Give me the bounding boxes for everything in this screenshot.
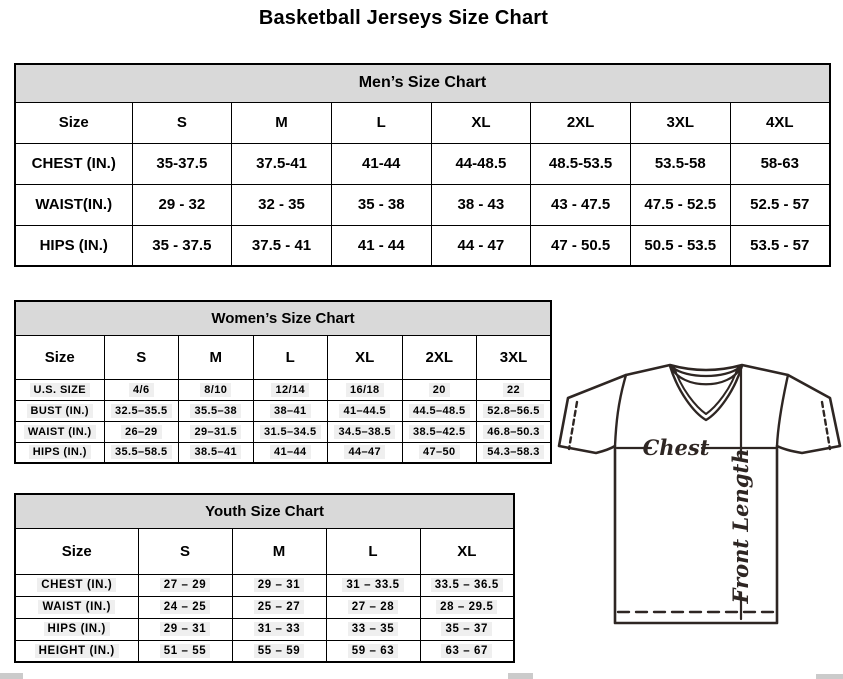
page-title: Basketball Jerseys Size Chart bbox=[258, 7, 549, 29]
women-value-cell-wrap bbox=[253, 379, 328, 400]
men-value-cell-wrap: 48.5-53.5 bbox=[531, 143, 631, 184]
women-value-cell: 31.5–34.5 bbox=[260, 425, 321, 439]
youth-value-cell: 59 – 63 bbox=[348, 644, 399, 658]
youth-size-table bbox=[14, 493, 515, 663]
youth-value-cell-wrap bbox=[420, 574, 514, 596]
women-value-cell-wrap bbox=[402, 400, 477, 421]
women-value-cell: 16/18 bbox=[346, 383, 384, 397]
women-value-cell: 41–44.5 bbox=[339, 404, 390, 418]
youth-row-label: HEIGHT (IN.) bbox=[35, 644, 119, 658]
front-length-measure-label: Front Length bbox=[728, 448, 753, 604]
women-value-cell: 35.5–58.5 bbox=[111, 445, 172, 459]
women-value-cell: 12/14 bbox=[271, 383, 309, 397]
women-value-cell-wrap bbox=[179, 442, 254, 463]
women-value-cell-wrap bbox=[328, 400, 403, 421]
women-value-cell: 52.8–56.5 bbox=[483, 404, 544, 418]
women-value-cell-wrap bbox=[402, 421, 477, 442]
scrollbar-fragment-right bbox=[816, 674, 843, 679]
women-table-row bbox=[15, 421, 551, 442]
mens-size-table bbox=[14, 63, 831, 267]
chest-measure-label: Chest bbox=[642, 435, 710, 460]
women-value-cell: 54.3–58.3 bbox=[483, 445, 544, 459]
women-value-cell: 32.5–35.5 bbox=[111, 404, 172, 418]
youth-value-cell-wrap bbox=[326, 618, 420, 640]
youth-value-cell-wrap bbox=[232, 596, 326, 618]
women-value-cell-wrap bbox=[477, 421, 552, 442]
youth-value-cell-wrap bbox=[232, 574, 326, 596]
youth-value-cell: 24 – 25 bbox=[160, 600, 211, 614]
women-value-cell-wrap bbox=[179, 379, 254, 400]
women-value-cell: 4/6 bbox=[129, 383, 154, 397]
men-row-label-cell: HIPS (IN.) bbox=[15, 225, 132, 266]
men-value-cell-wrap: 50.5 - 53.5 bbox=[630, 225, 730, 266]
youth-table-row bbox=[15, 640, 514, 662]
women-value-cell-wrap bbox=[402, 442, 477, 463]
women-value-cell: 29–31.5 bbox=[190, 425, 241, 439]
men-value-cell-wrap: 52.5 - 57 bbox=[730, 184, 830, 225]
men-value-cell-wrap: 47 - 50.5 bbox=[531, 225, 631, 266]
scrollbar-fragment-mid bbox=[508, 673, 533, 679]
youth-row-label-cell bbox=[15, 640, 138, 662]
men-table-row bbox=[15, 184, 830, 225]
youth-value-cell: 63 – 67 bbox=[441, 644, 492, 658]
men-column-header-4xl: 4XL bbox=[730, 102, 830, 143]
men-value-cell-wrap: 41 - 44 bbox=[331, 225, 431, 266]
youth-value-cell-wrap bbox=[420, 596, 514, 618]
youth-value-cell-wrap bbox=[232, 640, 326, 662]
women-value-cell: 38–41 bbox=[270, 404, 311, 418]
youth-value-cell-wrap bbox=[138, 618, 232, 640]
women-row-label: HIPS (IN.) bbox=[29, 445, 91, 459]
womens-size-table bbox=[14, 300, 552, 464]
men-value-cell-wrap: 32 - 35 bbox=[232, 184, 332, 225]
men-value-cell-wrap: 53.5-58 bbox=[630, 143, 730, 184]
youth-value-cell-wrap bbox=[420, 640, 514, 662]
youth-value-cell: 55 – 59 bbox=[254, 644, 305, 658]
women-value-cell-wrap bbox=[477, 400, 552, 421]
men-table-row bbox=[15, 143, 830, 184]
women-table-row bbox=[15, 442, 551, 463]
youth-value-cell: 29 – 31 bbox=[254, 578, 305, 592]
scrollbar-fragment-left bbox=[0, 673, 23, 679]
women-chart-title: Women’s Size Chart bbox=[15, 301, 551, 335]
women-value-cell-wrap bbox=[328, 379, 403, 400]
women-value-cell: 44.5–48.5 bbox=[409, 404, 470, 418]
youth-row-label-cell bbox=[15, 596, 138, 618]
men-value-cell-wrap: 35 - 37.5 bbox=[132, 225, 232, 266]
women-value-cell-wrap bbox=[179, 421, 254, 442]
women-value-cell: 34.5–38.5 bbox=[334, 425, 395, 439]
women-row-label-cell bbox=[15, 442, 104, 463]
men-value-cell-wrap: 35 - 38 bbox=[331, 184, 431, 225]
women-row-label: WAIST (IN.) bbox=[24, 425, 96, 439]
youth-value-cell: 33.5 – 36.5 bbox=[431, 578, 503, 592]
men-column-header-s: S bbox=[132, 102, 232, 143]
youth-row-label-cell bbox=[15, 574, 138, 596]
women-value-cell-wrap bbox=[104, 379, 179, 400]
men-value-cell-wrap: 38 - 43 bbox=[431, 184, 531, 225]
women-value-cell-wrap bbox=[253, 442, 328, 463]
women-value-cell-wrap bbox=[253, 400, 328, 421]
women-value-cell: 41–44 bbox=[270, 445, 311, 459]
women-value-cell: 44–47 bbox=[344, 445, 385, 459]
men-value-cell-wrap: 43 - 47.5 bbox=[531, 184, 631, 225]
men-value-cell-wrap: 47.5 - 52.5 bbox=[630, 184, 730, 225]
men-column-header-size: Size bbox=[15, 102, 132, 143]
women-column-header-m: M bbox=[179, 335, 254, 379]
youth-value-cell: 35 – 37 bbox=[441, 622, 492, 636]
men-column-header-xl: XL bbox=[431, 102, 531, 143]
women-row-label-cell bbox=[15, 379, 104, 400]
men-value-cell-wrap: 41-44 bbox=[331, 143, 431, 184]
youth-column-header-size: Size bbox=[15, 528, 138, 574]
women-column-header-xl: XL bbox=[328, 335, 403, 379]
women-value-cell-wrap bbox=[104, 442, 179, 463]
women-value-cell: 38.5–41 bbox=[190, 445, 241, 459]
jersey-outline bbox=[559, 365, 840, 623]
youth-value-cell: 28 – 29.5 bbox=[436, 600, 497, 614]
youth-value-cell: 33 – 35 bbox=[348, 622, 399, 636]
women-column-header-s: S bbox=[104, 335, 179, 379]
youth-value-cell: 27 – 29 bbox=[160, 578, 211, 592]
youth-value-cell-wrap bbox=[420, 618, 514, 640]
youth-column-header-xl: XL bbox=[420, 528, 514, 574]
men-value-cell-wrap: 58-63 bbox=[730, 143, 830, 184]
women-row-label-cell bbox=[15, 421, 104, 442]
youth-value-cell-wrap bbox=[326, 640, 420, 662]
youth-table-row bbox=[15, 596, 514, 618]
youth-value-cell: 51 – 55 bbox=[160, 644, 211, 658]
men-value-cell-wrap: 44-48.5 bbox=[431, 143, 531, 184]
women-column-header-2xl: 2XL bbox=[402, 335, 477, 379]
youth-column-header-m: M bbox=[232, 528, 326, 574]
men-value-cell-wrap: 37.5 - 41 bbox=[232, 225, 332, 266]
youth-table-row bbox=[15, 574, 514, 596]
women-row-label: BUST (IN.) bbox=[27, 404, 93, 418]
women-value-cell-wrap bbox=[477, 379, 552, 400]
youth-value-cell: 27 – 28 bbox=[348, 600, 399, 614]
women-column-header-l: L bbox=[253, 335, 328, 379]
youth-row-label: CHEST (IN.) bbox=[37, 578, 116, 592]
youth-value-cell: 29 – 31 bbox=[160, 622, 211, 636]
youth-table-row bbox=[15, 618, 514, 640]
women-value-cell: 46.8–50.3 bbox=[483, 425, 544, 439]
women-value-cell-wrap bbox=[328, 421, 403, 442]
youth-value-cell-wrap bbox=[232, 618, 326, 640]
youth-value-cell-wrap bbox=[138, 596, 232, 618]
men-value-cell-wrap: 35-37.5 bbox=[132, 143, 232, 184]
youth-value-cell-wrap bbox=[138, 640, 232, 662]
women-row-label-cell bbox=[15, 400, 104, 421]
jersey-measurement-diagram bbox=[556, 362, 843, 630]
men-column-header-m: M bbox=[232, 102, 332, 143]
men-column-header-l: L bbox=[331, 102, 431, 143]
youth-row-label-cell bbox=[15, 618, 138, 640]
youth-column-header-s: S bbox=[138, 528, 232, 574]
men-table-row bbox=[15, 225, 830, 266]
women-value-cell-wrap bbox=[179, 400, 254, 421]
women-value-cell: 20 bbox=[429, 383, 450, 397]
women-value-cell: 47–50 bbox=[419, 445, 460, 459]
women-value-cell-wrap bbox=[328, 442, 403, 463]
youth-value-cell: 31 – 33.5 bbox=[342, 578, 403, 592]
women-table-row bbox=[15, 400, 551, 421]
women-column-header-3xl: 3XL bbox=[477, 335, 552, 379]
women-value-cell: 38.5–42.5 bbox=[409, 425, 470, 439]
youth-value-cell: 25 – 27 bbox=[254, 600, 305, 614]
youth-row-label: HIPS (IN.) bbox=[44, 622, 110, 636]
men-column-header-2xl: 2XL bbox=[531, 102, 631, 143]
women-value-cell: 8/10 bbox=[200, 383, 231, 397]
women-table-row bbox=[15, 379, 551, 400]
men-row-label-cell: WAIST(IN.) bbox=[15, 184, 132, 225]
jersey-diagram-svg bbox=[556, 362, 843, 630]
youth-value-cell-wrap bbox=[326, 574, 420, 596]
men-value-cell-wrap: 44 - 47 bbox=[431, 225, 531, 266]
women-value-cell-wrap bbox=[253, 421, 328, 442]
women-value-cell-wrap bbox=[402, 379, 477, 400]
men-value-cell-wrap: 37.5-41 bbox=[232, 143, 332, 184]
men-row-label-cell: CHEST (IN.) bbox=[15, 143, 132, 184]
women-row-label: U.S. SIZE bbox=[30, 383, 91, 397]
men-chart-title: Men’s Size Chart bbox=[15, 64, 830, 102]
youth-chart-title: Youth Size Chart bbox=[15, 494, 514, 528]
youth-value-cell: 31 – 33 bbox=[254, 622, 305, 636]
women-value-cell-wrap bbox=[104, 421, 179, 442]
women-value-cell: 35.5–38 bbox=[190, 404, 241, 418]
women-value-cell: 22 bbox=[503, 383, 524, 397]
youth-row-label: WAIST (IN.) bbox=[38, 600, 115, 614]
women-value-cell-wrap bbox=[477, 442, 552, 463]
women-value-cell-wrap bbox=[104, 400, 179, 421]
youth-value-cell-wrap bbox=[138, 574, 232, 596]
men-value-cell-wrap: 53.5 - 57 bbox=[730, 225, 830, 266]
women-value-cell: 26–29 bbox=[121, 425, 162, 439]
youth-value-cell-wrap bbox=[326, 596, 420, 618]
men-column-header-3xl: 3XL bbox=[630, 102, 730, 143]
men-value-cell-wrap: 29 - 32 bbox=[132, 184, 232, 225]
women-column-header-size: Size bbox=[15, 335, 104, 379]
youth-column-header-l: L bbox=[326, 528, 420, 574]
